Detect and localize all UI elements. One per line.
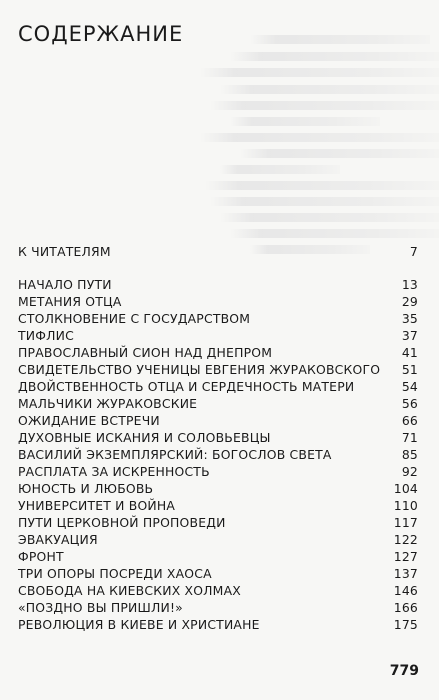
toc-entry-title: ОЖИДАНИЕ ВСТРЕЧИ (18, 413, 160, 428)
toc-entry (18, 361, 418, 378)
toc-entry-page: 29 (401, 294, 418, 309)
toc-entry-page: 166 (393, 600, 418, 615)
toc-entry-page: 35 (401, 311, 418, 326)
toc-entry-page: 146 (393, 583, 418, 598)
toc-entry (18, 243, 418, 260)
toc-entry (18, 344, 418, 361)
toc-entry-page: 37 (401, 328, 418, 343)
page-number: 779 (389, 663, 419, 679)
toc-entry (18, 565, 418, 582)
toc-entry (18, 531, 418, 548)
toc-entry-title: СВОБОДА НА КИЕВСКИХ ХОЛМАХ (18, 583, 241, 598)
toc-entry-title: ТРИ ОПОРЫ ПОСРЕДИ ХАОСА (18, 566, 212, 581)
toc-entry (18, 327, 418, 344)
toc-entry-page: 71 (401, 430, 418, 445)
toc-entry (18, 429, 418, 446)
toc-entry-title: МАЛЬЧИКИ ЖУРАКОВСКИЕ (18, 396, 198, 411)
toc-entry-page: 92 (401, 464, 418, 479)
toc-entry (18, 480, 418, 497)
toc-entry-page: 56 (401, 396, 418, 411)
toc-entry-title: СТОЛКНОВЕНИЕ С ГОСУДАРСТВОМ (18, 311, 251, 326)
toc-entry (18, 293, 418, 310)
toc-entry (18, 582, 418, 599)
toc-entry-title: ПРАВОСЛАВНЫЙ СИОН НАД ДНЕПРОМ (18, 345, 273, 360)
toc-entry (18, 463, 418, 480)
toc-entry-page: 117 (393, 515, 418, 530)
toc-entry-page: 127 (393, 549, 418, 564)
toc-entry-title: СВИДЕТЕЛЬСТВО УЧЕНИЦЫ ЕВГЕНИЯ ЖУРАКОВСКОГО (18, 362, 381, 377)
toc-entry-page: 54 (401, 379, 418, 394)
toc-entry (18, 395, 418, 412)
toc-entry-page: 85 (401, 447, 418, 462)
toc-entry-title: РАСПЛАТА ЗА ИСКРЕННОСТЬ (18, 464, 210, 479)
toc-entry-title: К ЧИТАТЕЛЯМ (18, 244, 111, 259)
toc-entry-page: 122 (393, 532, 418, 547)
toc-entry (18, 310, 418, 327)
toc-entry-title: ДВОЙСТВЕННОСТЬ ОТЦА И СЕРДЕЧНОСТЬ МАТЕРИ (18, 379, 355, 394)
toc-entry (18, 446, 418, 463)
toc-entry-page: 66 (401, 413, 418, 428)
toc-entry-title: «ПОЗДНО ВЫ ПРИШЛИ!» (18, 600, 183, 615)
toc-entry-page: 137 (393, 566, 418, 581)
toc-entry-page: 7 (409, 244, 418, 259)
toc-entry (18, 497, 418, 514)
toc-entry-title: РЕВОЛЮЦИЯ В КИЕВЕ И ХРИСТИАНЕ (18, 617, 260, 632)
toc-entry-title: ПУТИ ЦЕРКОВНОЙ ПРОПОВЕДИ (18, 515, 226, 530)
toc-entry-title: МЕТАНИЯ ОТЦА (18, 294, 122, 309)
toc-entry-title: ДУХОВНЫЕ ИСКАНИЯ И СОЛОВЬЕВЦЫ (18, 430, 271, 445)
toc-entry-title: ЭВАКУАЦИЯ (18, 532, 98, 547)
toc-entry-title: ЮНОСТЬ И ЛЮБОВЬ (18, 481, 154, 496)
toc-entry-page: 175 (393, 617, 418, 632)
table-of-contents (18, 243, 418, 633)
toc-entry (18, 514, 418, 531)
toc-entry-page: 41 (401, 345, 418, 360)
toc-entry-title: ТИФЛИС (18, 328, 74, 343)
toc-entry-title: УНИВЕРСИТЕТ И ВОЙНА (18, 498, 176, 513)
toc-entry-page: 51 (401, 362, 418, 377)
toc-entry (18, 599, 418, 616)
toc-entry (18, 412, 418, 429)
toc-entry-title: ФРОНТ (18, 549, 64, 564)
toc-entry-title: ВАСИЛИЙ ЭКЗЕМПЛЯРСКИЙ: БОГОСЛОВ СВЕТА (18, 447, 332, 462)
toc-entry-page: 104 (393, 481, 418, 496)
page-title: СОДЕРЖАНИЕ (18, 22, 184, 46)
toc-entry (18, 616, 418, 633)
toc-entry (18, 378, 418, 395)
toc-entry (18, 276, 418, 293)
toc-entry-page: 110 (393, 498, 418, 513)
toc-entry (18, 548, 418, 565)
toc-entry-title: НАЧАЛО ПУТИ (18, 277, 112, 292)
toc-entry-page: 13 (401, 277, 418, 292)
